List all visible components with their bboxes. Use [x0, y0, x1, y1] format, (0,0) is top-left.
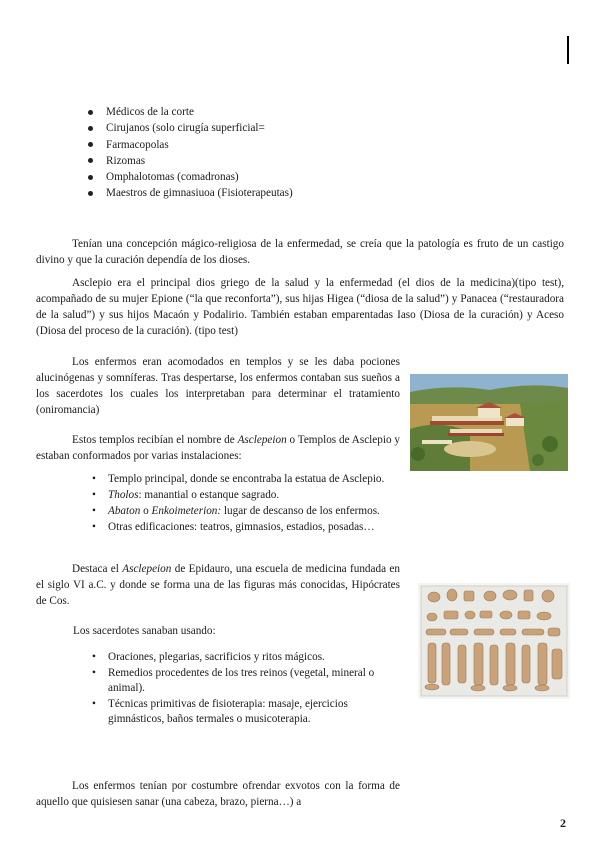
list-item: • Remedios procedentes de los tres reinos (vegetal, mineral o animal).: [90, 666, 400, 696]
list-item: Omphalotomas (comadronas): [88, 169, 293, 185]
paragraph-sacerdotes: Los sacerdotes sanaban usando:: [73, 625, 216, 637]
list-item: • Tholos: manantial o estanque sagrado.: [90, 488, 408, 503]
list-item: Cirujanos (solo cirugía superficial=: [88, 120, 293, 136]
temple-facilities-list: [90, 472, 408, 536]
paragraph-exvotos: Los enfermos tenían por costumbre ofrendar exvotos con la forma de aquello que quisiesen sanar (una cabeza, brazo, pierna…) a: [36, 780, 400, 808]
list-item: • Templo principal, donde se encontraba la estatua de Asclepio.: [90, 472, 408, 487]
exvotos-image: [418, 583, 570, 699]
asclepeion-illustration: [410, 374, 568, 471]
list-item: • Otras edificaciones: teatros, gimnasios, estadios, posadas…: [90, 520, 408, 535]
asclepeion-image: [410, 374, 568, 471]
paragraph-religious-conception: Tenían una concepción mágico-religiosa de la enfermedad, se creía que la patología es fruto de un castigo divino y que la curación dependía de los dioses.: [36, 238, 564, 266]
list-item: Maestros de gimnasiuoa (Fisioterapeutas): [88, 185, 293, 201]
paragraph-asclepeion: Estos templos recibían el nombre de Asclepeion o Templos de Asclepio y estaban conformados por varias instalaciones:: [36, 434, 400, 462]
healing-methods-list: [90, 650, 400, 728]
list-item: • Técnicas primitivas de fisioterapia: masaje, ejercicios gimnásticos, baños termales o musicoterapia.: [90, 697, 400, 727]
paragraph-asclepio: Asclepio era el principal dios griego de la salud y la enfermedad (el dios de la medicina)(tipo test), acompañado de su mujer Epione (“la que reconforta”), sus hijas Higea (“diosa de la salud”) y Panacea (“restauradora de la salud”) y sus hijos Macaón y Podalirio. También estaban emparentadas Iaso (Diosa de la curación) y Aceso (Diosa del proceso de la curación). (tipo test): [36, 277, 564, 337]
paragraph-temples: Los enfermos eran acomodados en templos y se les daba pociones alucinógenas y somníferas. Tras despertarse, los enfermos contaban sus sueños a los sacerdotes los cuales los interpretaban para determinar el tratamiento (oniromancia): [36, 356, 400, 416]
page-number: 2: [560, 816, 566, 830]
list-item: Farmacopolas: [88, 137, 293, 153]
header-rule: [567, 36, 569, 64]
list-item: • Abaton o Enkoimeterion: lugar de descanso de los enfermos.: [90, 504, 408, 519]
list-item: • Oraciones, plegarias, sacrificios y ritos mágicos.: [90, 650, 400, 665]
list-item: Rizomas: [88, 153, 293, 169]
professions-list: [88, 104, 293, 202]
exvotos-photo: [418, 583, 570, 699]
list-item: Médicos de la corte: [88, 104, 293, 120]
paragraph-epidauro: Destaca el Asclepeion de Epidauro, una escuela de medicina fundada en el siglo VI a.C. y donde se forma una de las figuras más conocidas, Hipócrates de Cos.: [36, 563, 400, 607]
